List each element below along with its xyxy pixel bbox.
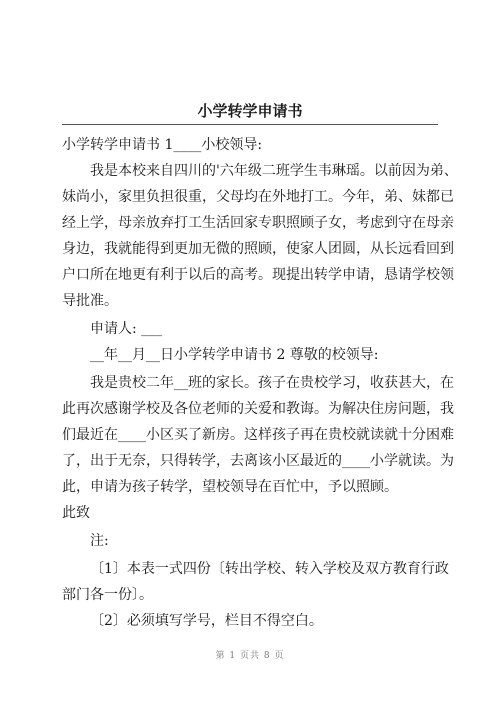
document-title: 小学转学申请书 [197, 102, 303, 120]
body-line: 们最近在____小区买了新房。这样孩子再在贵校就读就十分困难 [62, 427, 454, 443]
body-line: 了，出于无奈，只得转学，去离该小区最近的____小学就读。为 [62, 453, 454, 469]
note-line: 〔1〕本表一式四份〔转出学校、转入学校及双方教育行政 [90, 561, 449, 577]
body-line: 我是贵校二年__班的家长。孩子在贵校学习，收获甚大，在 [90, 375, 454, 391]
title-rule [62, 124, 438, 125]
body-line: 经上学，母亲放弃打工生活回家专职照顾子女，考虑到守在母亲 [62, 215, 454, 231]
closing-line: 此致 [62, 505, 90, 521]
note-line: 〔2〕必须填写学号，栏目不得空白。 [90, 613, 323, 629]
body-line: 户口所在地更有利于以后的高考。现提出转学申请，恳请学校领 [62, 267, 454, 283]
page-footer: 第 1 页共 8 页 [215, 651, 285, 661]
body-line: 我是本校来自四川的'六年级二班学生韦琳瑶。以前因为弟、 [90, 163, 458, 179]
applicant-line: 申请人: ___ [90, 321, 163, 337]
body-line: 此，申请为孩子转学，望校领导在百忙中，予以照顾。 [62, 479, 398, 495]
body-line: 此再次感谢学校及各位老师的关爱和教诲。为解决住房问题，我 [62, 401, 454, 417]
note-line: 部门各一份〕。 [62, 587, 153, 603]
note-heading: 注: [90, 533, 109, 549]
body-line: 妹尚小，家里负担很重，父母均在外地打工。今年，弟、妹都已 [62, 189, 454, 205]
salutation-line: 小学转学申请书 1____小校领导: [62, 137, 263, 153]
date-line: __年__月__日小学转学申请书 2 尊敬的校领导: [90, 347, 379, 363]
body-line: 身边，我就能得到更加无微的照顾，使家人团圆，从长远看回到 [62, 241, 454, 257]
body-line: 导批准。 [62, 293, 118, 309]
